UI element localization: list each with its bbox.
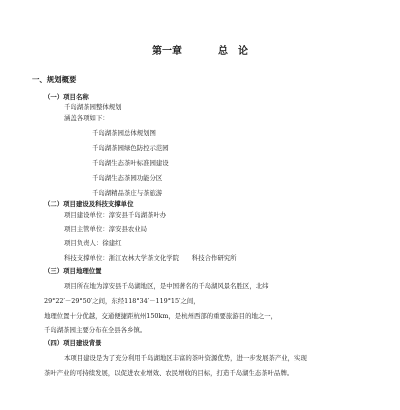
subitem: 千岛湖生态茶叶标准园建设 [92, 159, 169, 167]
location-line: 千岛湖茶园主要分布在全县各乡镇。 [44, 326, 147, 334]
subitem: 千岛湖精品茶庄与茶旅游 [92, 189, 163, 197]
chapter-title [0, 47, 400, 57]
unit-line: 科技支撑单位：浙江农林大学茶文化学院 科技合作研究所 [64, 254, 237, 262]
location-line: 29°22′－29°50′之间，东经118°34′－119°15′之间， [44, 297, 200, 305]
subsection-heading-units: （二）项目建设及科技支撑单位 [44, 200, 134, 208]
unit-line: 项目建设单位：淳安县千岛湖茶叶办 [64, 211, 167, 219]
background-line: 本项目建设是为了充分利用千岛湖地区丰富的茶叶资源优势，进一步发展茶产业，实现 [64, 354, 307, 362]
location-line: 项目所在地为淳安县千岛湖地区，是中国著名的千岛湖风景名胜区，北纬 [64, 282, 269, 290]
subitem: 千岛湖茶园绿色防控示范园 [92, 144, 169, 152]
project-name-text: 千岛湖茶园整体规划 [64, 103, 122, 111]
chapter-number: 第一章 [152, 46, 182, 57]
subitem: 千岛湖茶园总体规划图 [92, 129, 156, 137]
subitems-label: 涵盖各项如下： [64, 114, 109, 122]
subsection-heading-background: （四）项目建设背景 [44, 339, 102, 347]
background-line: 茶叶产业的可持续发展，以促进农业增效、农民增收的目标，打造千岛湖生态茶叶品牌。 [44, 369, 294, 377]
unit-line: 项目负责人：徐建红 [64, 239, 122, 247]
section-heading-1: 一、规划概要 [32, 75, 77, 84]
subsection-heading-location: （三）项目地理位置 [44, 267, 102, 275]
chapter-name: 总 论 [218, 46, 248, 57]
subitem: 千岛湖生态茶园功能分区 [92, 174, 163, 182]
subsection-heading-project-name: （一）项目名称 [44, 93, 89, 101]
unit-line: 项目主管单位：淳安县农业局 [64, 225, 148, 233]
location-line: 地理位置十分优越，交通便捷距杭州150km，是杭州西部的重要旅游目的地之一， [44, 312, 278, 320]
